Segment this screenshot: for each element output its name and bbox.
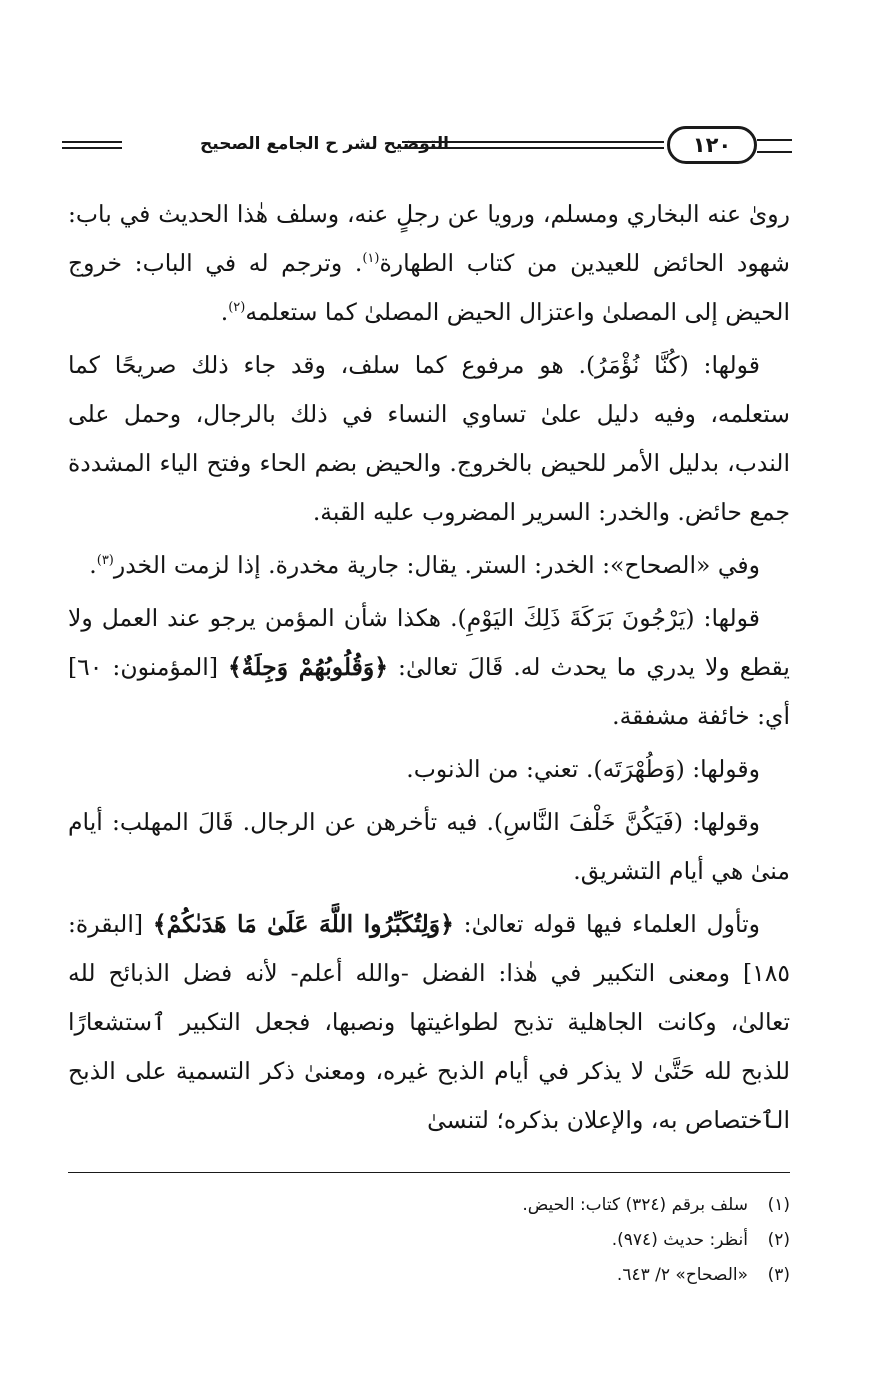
header-rule-left-top xyxy=(62,141,122,143)
page-number: ١٢٠ xyxy=(667,126,757,164)
paragraph-2-text: قولها: (كُنَّا نُؤْمَرُ). هو مرفوع كما سلف، وقد جاء ذلك صريحًا كما ستعلمه، وفيه دليل علىٰ تساوي النساء في ذلك بالرجال، وحمل على الندب، بدليل الأمر للحيض بالخروج. والحيض بضم الحاء وفتح الياء المشددة جمع حائض. والخدر: السرير المضروب عليه القبة. xyxy=(68,351,790,526)
footnote-text: سلف برقم (٣٢٤) كتاب: الحيض. xyxy=(522,1195,748,1215)
main-text xyxy=(68,190,790,1149)
paragraph-4-text-b: [المؤمنون: ٦٠] أي: خائفة مشفقة. xyxy=(68,653,790,730)
paragraph-7-text-b: [البقرة: ١٨٥] ومعنى التكبير في هٰذا: الفضل -والله أعلم- لأنه فضل الذبائح لله تعالىٰ، وكانت الجاهلية تذبح لطواغيتها ونصبها، فجعل التكبير ٱستشعارًا للذبح لله حَتَّىٰ لا يذكر في أيام الذبح غيره، ومعنىٰ ذكر التسمية على الذبح الٱختصاص به، والإعلان بذكره؛ لتنسىٰ xyxy=(68,910,790,1134)
paragraph-1-text: روىٰ عنه البخاري ومسلم، ورويا عن رجلٍ عنه، وسلف هٰذا الحديث في باب: شهود الحائض للعيدين من كتاب الطهارة xyxy=(68,200,790,277)
paragraph-1-end: . xyxy=(220,298,229,326)
paragraph-7-text: وتأول العلماء فيها قوله تعالىٰ: xyxy=(453,910,760,938)
footnote-ref-2: (٢) xyxy=(228,300,246,316)
paragraph-4 xyxy=(68,594,790,741)
header-rule-mid-bottom xyxy=(402,147,664,149)
footnote-separator xyxy=(68,1172,790,1173)
paragraph-2 xyxy=(68,341,790,537)
book-title: التوضيح لشر ح الجامع الصحيح xyxy=(200,134,449,154)
footnote-number: (٣) xyxy=(767,1265,790,1285)
footnote-number: (٢) xyxy=(767,1230,790,1250)
header-rule-mid-top xyxy=(402,141,664,143)
footnote-text: أنظر: حديث (٩٧٤). xyxy=(611,1230,748,1250)
footnote-number: (١) xyxy=(767,1195,790,1215)
running-header xyxy=(62,126,792,170)
paragraph-6-text: وقولها: (فَيَكُنَّ خَلْفَ النَّاسِ). فيه تأخرهن عن الرجال. قَالَ المهلب: أيام منىٰ هي أيام التشريق. xyxy=(68,808,790,885)
paragraph-1 xyxy=(68,190,790,337)
footnote-1 xyxy=(68,1188,790,1223)
paragraph-6 xyxy=(68,798,790,896)
quran-verse-2: ﴿وَلِتُكَبِّرُوا اللَّهَ عَلَىٰ مَا هَدَىٰكُمْ﴾ xyxy=(152,910,454,938)
paragraph-1-text-b: . وترجم له في الباب: خروج الحيض إلى المصلىٰ واعتزال الحيض المصلىٰ كما ستعلمه xyxy=(68,249,790,326)
footnote-3 xyxy=(68,1258,790,1293)
paragraph-5 xyxy=(68,745,790,794)
paragraph-4-text: قولها: (يَرْجُونَ بَرَكَةَ ذَلِكَ اليَوْمِ). هكذا شأن المؤمن يرجو عند العمل ولا يقطع ولا يدري ما يحدث له. قَالَ تعالىٰ: xyxy=(68,604,790,681)
quran-verse-1: ﴿وَقُلُوبُهُمْ وَجِلَةٌ﴾ xyxy=(228,653,389,681)
header-ornament xyxy=(757,139,792,153)
footnote-ref-3: (٣) xyxy=(96,553,114,569)
header-rule-left-bottom xyxy=(62,147,122,149)
footnote-text: «الصحاح» ٢/ ٦٤٣. xyxy=(616,1265,748,1285)
footnote-ref-1: (١) xyxy=(362,251,380,267)
footnote-2 xyxy=(68,1223,790,1258)
paragraph-7 xyxy=(68,900,790,1145)
paragraph-5-text: وقولها: (وَطُهْرَتَه). تعني: من الذنوب. xyxy=(406,755,760,783)
footnotes xyxy=(68,1188,790,1293)
paragraph-3-text: وفي «الصحاح»: الخدر: الستر. يقال: جارية مخدرة. إذا لزمت الخدر xyxy=(113,551,760,579)
paragraph-3 xyxy=(68,541,790,590)
paragraph-3-end: . xyxy=(89,551,97,579)
